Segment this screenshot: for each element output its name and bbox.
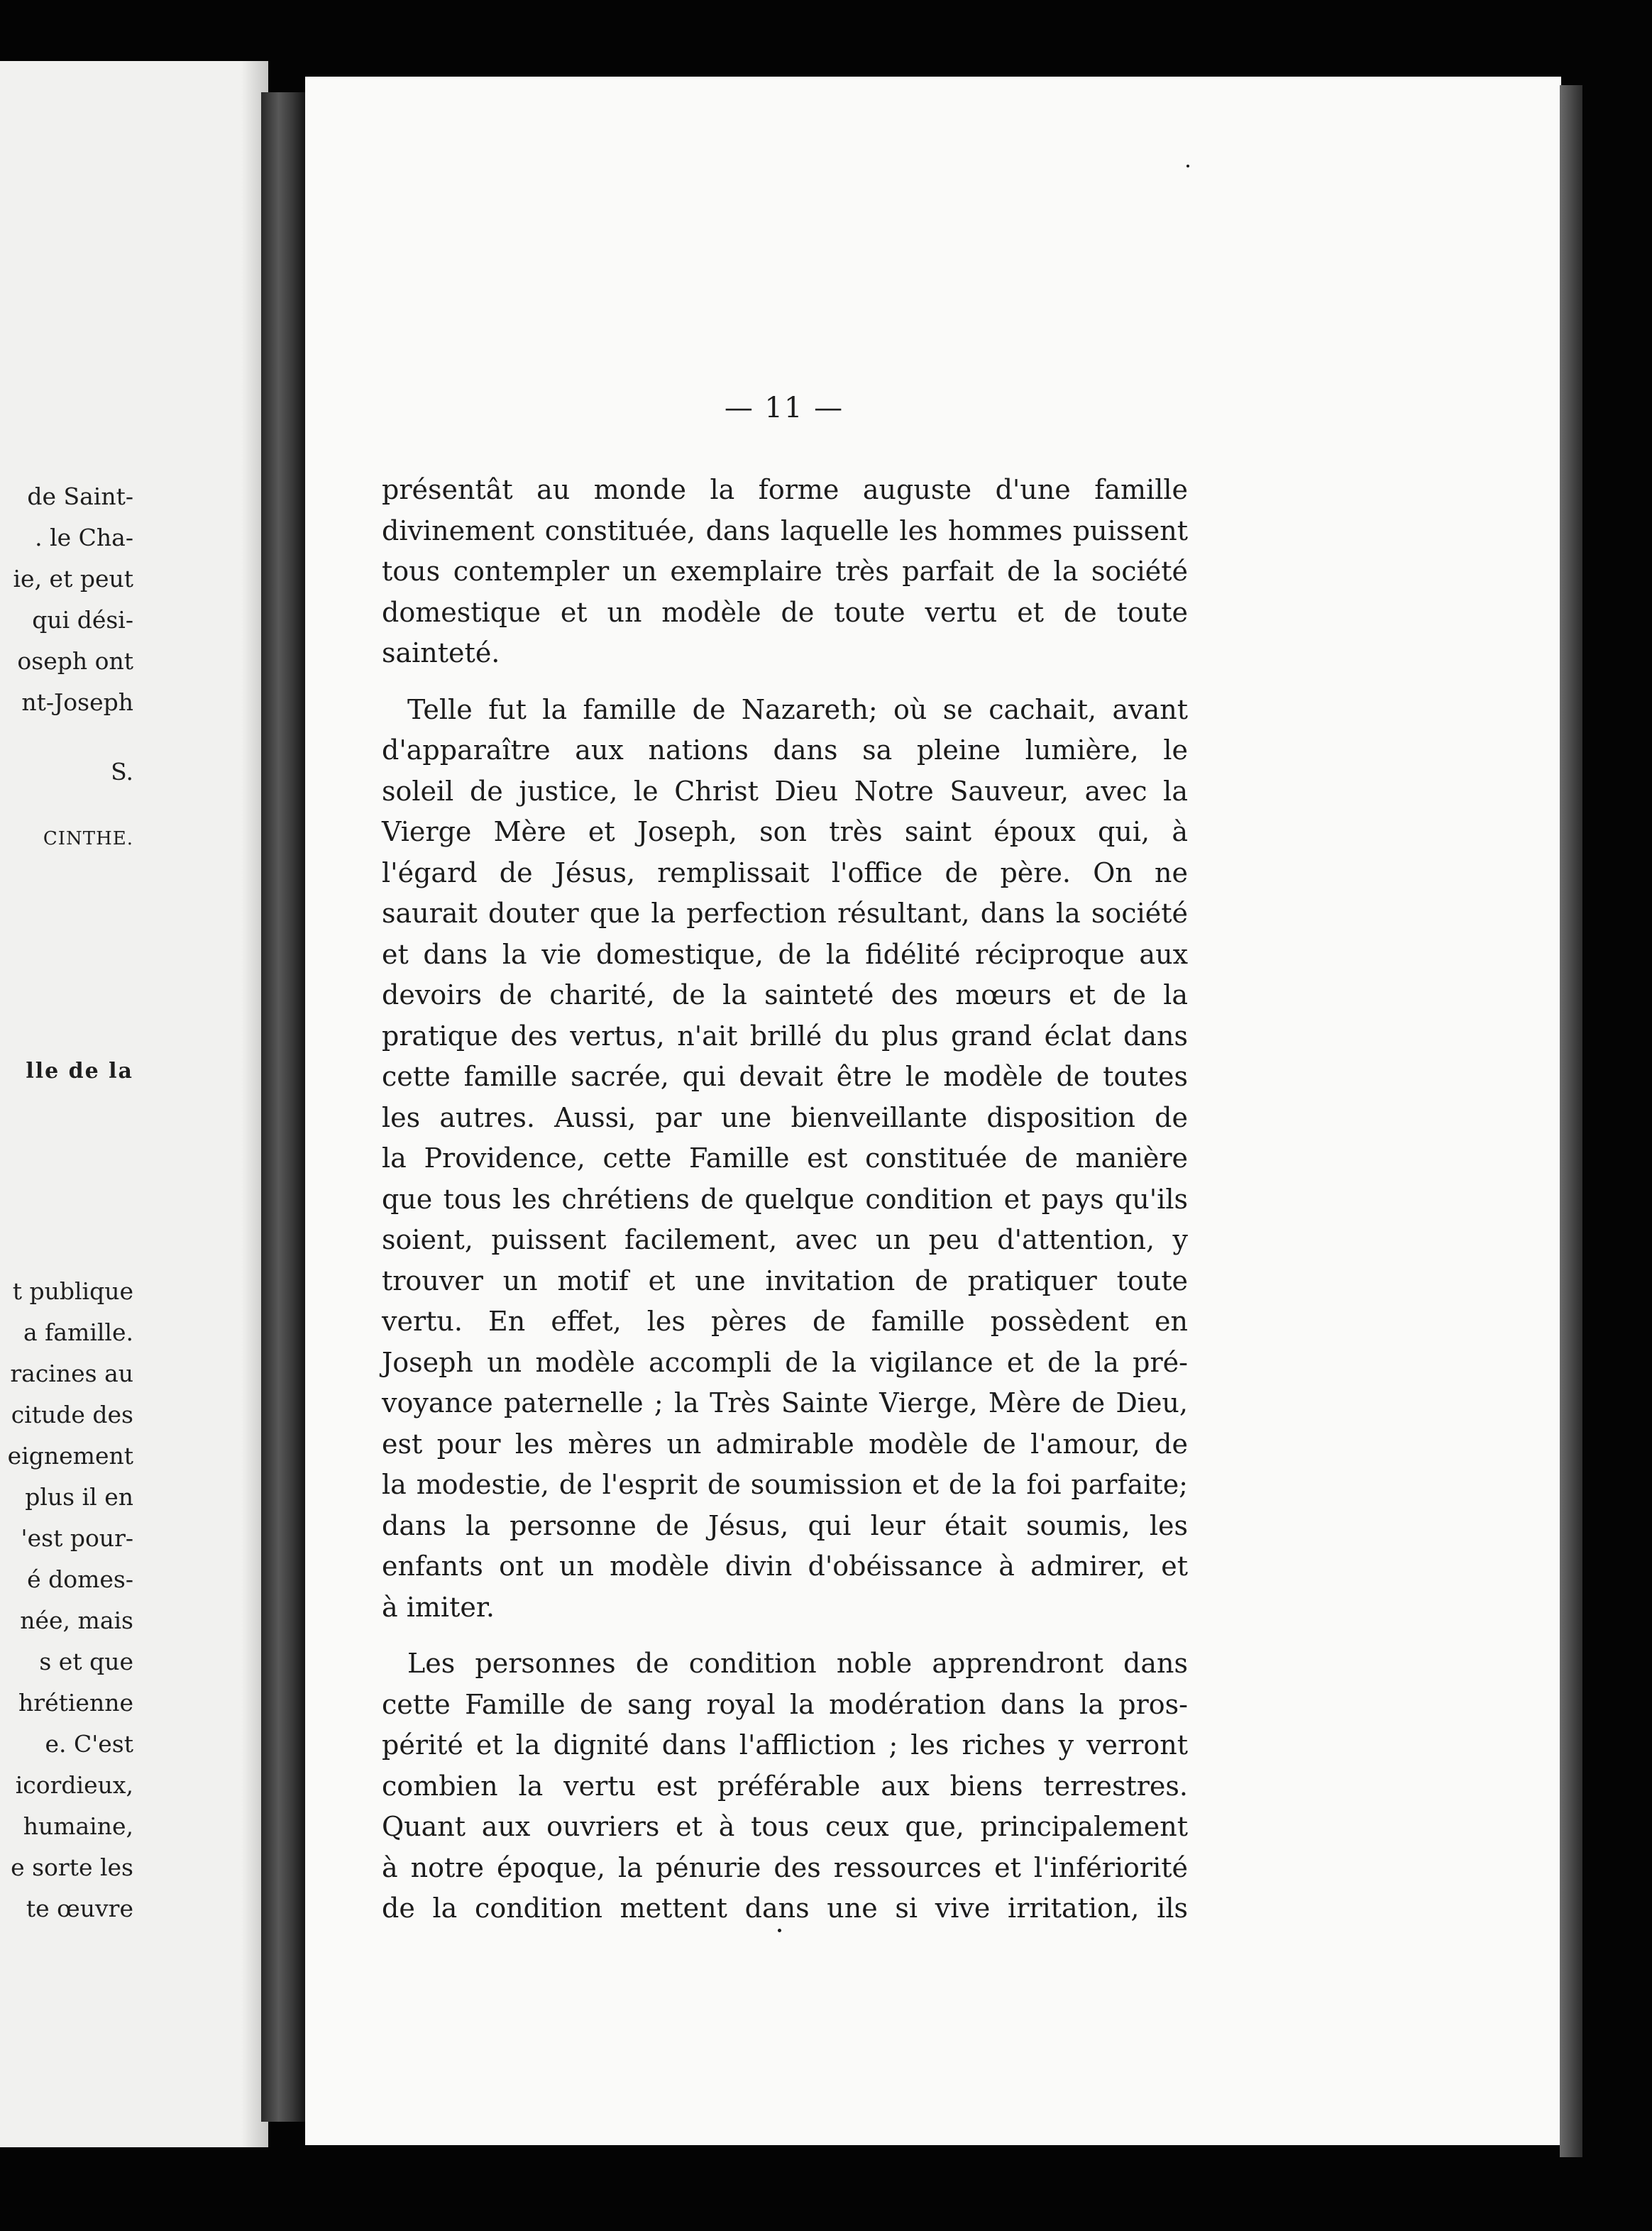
text-line: et dans la vie domestique, de la fidélité réciproque aux — [382, 938, 1188, 970]
book-gutter — [261, 92, 305, 2122]
left-line: citude des — [11, 1401, 133, 1428]
left-line: de Saint- — [27, 483, 133, 510]
body-text — [382, 470, 1188, 1945]
paragraph — [382, 1643, 1188, 1929]
text-line: saurait douter que la perfection résultant, dans la société — [382, 898, 1188, 929]
text-line: Vierge Mère et Joseph, son très saint époux qui, à — [382, 816, 1188, 847]
text-line: d'apparaître aux nations dans sa pleine lumière, le — [382, 734, 1188, 766]
left-line: nt-Joseph — [21, 688, 133, 716]
left-line: s et que — [39, 1648, 133, 1675]
left-page — [0, 61, 268, 2147]
dust-speck — [1186, 165, 1189, 167]
text-line: voyance paternelle ; la Très Sainte Vierge, Mère de Dieu, — [382, 1387, 1188, 1419]
left-line: hrétienne — [18, 1689, 133, 1717]
left-line: ie, et peut — [13, 565, 133, 593]
left-line: e sorte les — [11, 1853, 133, 1881]
text-line: soient, puissent facilement, avec un peu d'attention, y — [382, 1224, 1188, 1255]
text-line: cette Famille de sang royal la modération dans la pros- — [382, 1688, 1188, 1720]
text-line: est pour les mères un admirable modèle de l'amour, de — [382, 1428, 1188, 1460]
left-line-heading: lle de la — [26, 1059, 133, 1084]
text-line: enfants ont un modèle divin d'obéissance à admirer, et — [382, 1550, 1188, 1582]
page-number: — 11 — — [724, 392, 844, 424]
left-line: humaine, — [23, 1812, 133, 1840]
text-line: Joseph un modèle accompli de la vigilance et de la pré- — [382, 1346, 1188, 1378]
text-line: la modestie, de l'esprit de soumission et de la foi parfaite; — [382, 1469, 1188, 1500]
text-line: Les personnes de condition noble apprendront dans — [407, 1648, 1188, 1679]
text-line: à imiter. — [382, 1591, 495, 1623]
left-line: S. — [111, 758, 133, 786]
left-line: a famille. — [23, 1318, 133, 1346]
paragraph — [382, 470, 1188, 674]
text-line: dans la personne de Jésus, qui leur était soumis, les — [382, 1509, 1188, 1541]
text-line: devoirs de charité, de la sainteté des mœurs et de la — [382, 979, 1188, 1010]
page-edge — [1560, 85, 1582, 2157]
text-line: Quant aux ouvriers et à tous ceux que, principalement — [382, 1811, 1188, 1842]
left-line: qui dési- — [32, 606, 133, 634]
dust-speck — [778, 1929, 781, 1932]
left-line: e. C'est — [45, 1730, 133, 1758]
text-line: périté et la dignité dans l'affliction ; les riches y verront — [382, 1729, 1188, 1761]
text-line: sainteté. — [382, 637, 500, 668]
text-line: Telle fut la famille de Nazareth; où se cachait, avant — [407, 693, 1188, 725]
left-line: . le Cha- — [35, 524, 133, 551]
text-line: combien la vertu est préférable aux biens terrestres. — [382, 1770, 1188, 1802]
text-line: vertu. En effet, les pères de famille possèdent en — [382, 1306, 1188, 1337]
left-line: t publique — [12, 1277, 133, 1305]
left-line: eignement — [7, 1442, 133, 1470]
left-line: plus il en — [25, 1483, 133, 1511]
left-line-signature: CINTHE. — [43, 828, 133, 849]
text-line: à notre époque, la pénurie des ressources et l'infériorité — [382, 1851, 1188, 1883]
text-line: tous contempler un exemplaire très parfait de la société — [382, 556, 1188, 587]
left-line: icordieux, — [15, 1771, 133, 1799]
text-line: présentât au monde la forme auguste d'une famille — [382, 474, 1188, 505]
text-line: les autres. Aussi, par une bienveillante disposition de — [382, 1101, 1188, 1133]
text-line: divinement constituée, dans laquelle les hommes puissent — [382, 514, 1188, 546]
text-line: trouver un motif et une invitation de pratiquer toute — [382, 1265, 1188, 1296]
left-line: é domes- — [27, 1565, 133, 1593]
text-line: cette famille sacrée, qui devait être le modèle de toutes — [382, 1061, 1188, 1092]
left-line: 'est pour- — [21, 1524, 133, 1552]
text-line: domestique et un modèle de toute vertu et de toute — [382, 596, 1188, 628]
text-line: que tous les chrétiens de quelque condition et pays qu'ils — [382, 1183, 1188, 1215]
text-line: de la condition mettent dans une si vive irritation, ils — [382, 1893, 1188, 1924]
text-line: la Providence, cette Famille est constituée de manière — [382, 1142, 1188, 1174]
left-line: oseph ont — [17, 647, 133, 675]
left-line: racines au — [10, 1360, 133, 1387]
text-line: soleil de justice, le Christ Dieu Notre Sauveur, avec la — [382, 775, 1188, 807]
paragraph — [382, 690, 1188, 1629]
left-line: née, mais — [20, 1607, 133, 1634]
text-line: l'égard de Jésus, remplissait l'office de père. On ne — [382, 856, 1188, 888]
text-line: pratique des vertus, n'ait brillé du plus grand éclat dans — [382, 1020, 1188, 1052]
left-line: te œuvre — [26, 1895, 133, 1922]
